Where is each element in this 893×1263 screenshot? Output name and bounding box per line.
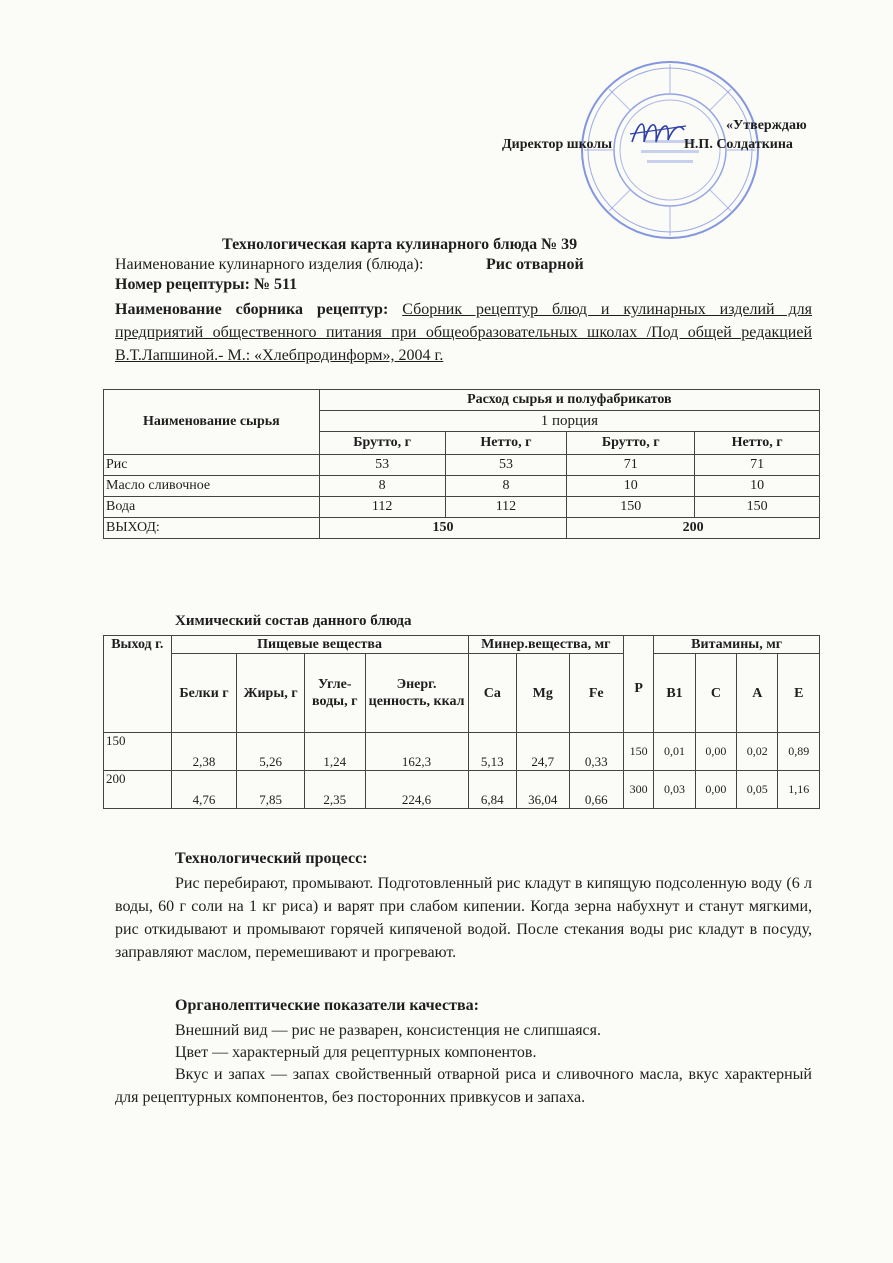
organoleptic-taste: Вкус и запах — запах свойственный отварной риса и сливочного масла, вкус характерный для рецептурных компонентов, без посторонних привкусов и запаха.	[115, 1066, 812, 1106]
table-row	[104, 476, 820, 497]
sub-ca: Ca	[468, 654, 516, 733]
recipe-number-label: Номер рецептуры:	[115, 276, 250, 293]
output-value: 150	[319, 518, 567, 539]
chem-value: 0,05	[737, 771, 778, 809]
sub-b1: B1	[654, 654, 695, 733]
table-row	[104, 733, 820, 771]
chem-value: 24,7	[517, 733, 570, 771]
sub-fat: Жиры, г	[237, 654, 305, 733]
sub-brutto-2: Брутто, г	[567, 432, 695, 455]
sub-carbs: Угле-воды, г	[304, 654, 365, 733]
col-portion: 1 порция	[319, 411, 819, 432]
chem-value: 1,24	[304, 733, 365, 771]
col-raw-name: Наименование сырья	[104, 390, 320, 455]
chem-value: 4,76	[171, 771, 237, 809]
raw-value: 8	[319, 476, 445, 497]
raw-value: 53	[319, 455, 445, 476]
organoleptic-color: Цвет — характерный для рецептурных компонентов.	[175, 1044, 537, 1061]
organoleptic-title: Органолептические показатели качества:	[175, 997, 479, 1014]
chem-value: 2,35	[304, 771, 365, 809]
chem-value: 7,85	[237, 771, 305, 809]
raw-value: 53	[445, 455, 567, 476]
raw-name: Вода	[104, 497, 320, 518]
sub-brutto-1: Брутто, г	[319, 432, 445, 455]
raw-value: 10	[695, 476, 820, 497]
director-line	[502, 137, 793, 153]
director-label: Директор школы	[502, 137, 613, 152]
col-output: Выход г.	[104, 636, 172, 733]
raw-value: 71	[695, 455, 820, 476]
chem-value: 0,03	[654, 771, 695, 809]
raw-value: 8	[445, 476, 567, 497]
chem-value: 5,13	[468, 733, 516, 771]
sub-e: E	[778, 654, 820, 733]
process-title: Технологический процесс:	[175, 850, 368, 867]
chem-title: Химический состав данного блюда	[175, 613, 412, 629]
chem-value: 0,02	[737, 733, 778, 771]
sub-netto-1: Нетто, г	[445, 432, 567, 455]
raw-value: 112	[319, 497, 445, 518]
raw-name: Масло сливочное	[104, 476, 320, 497]
raw-value: 71	[567, 455, 695, 476]
collection-line	[115, 298, 812, 367]
chem-value: 6,84	[468, 771, 516, 809]
recipe-number	[115, 276, 297, 294]
chem-value: 224,6	[365, 771, 468, 809]
sub-protein: Белки г	[171, 654, 237, 733]
chem-output: 150	[104, 733, 172, 771]
table-row	[104, 518, 820, 539]
process-text: Рис перебирают, промывают. Подготовленный рис кладут в кипящую подсоленную воду (6 л воды, 60 г соли на 1 кг риса) и варят при слабом кипении. Когда зерна набухнут и станут мягкими, рис откидывают и промывают горячей кипяченой водой. После стекания воды рис кладут в посуду, заправляют маслом, перемешивают и прогревают.	[115, 875, 812, 961]
chem-value: 0,33	[569, 733, 624, 771]
chem-value: 0,01	[654, 733, 695, 771]
sub-a: A	[737, 654, 778, 733]
chem-value: 300	[624, 771, 654, 809]
chem-value: 162,3	[365, 733, 468, 771]
chem-table	[103, 635, 820, 809]
recipe-number-value: № 511	[253, 276, 298, 293]
approve-label: «Утверждаю	[726, 118, 807, 133]
col-nutrients: Пищевые вещества	[171, 636, 468, 654]
collection-label: Наименование сборника рецептур:	[115, 301, 389, 318]
col-vitamins: Витамины, мг	[654, 636, 820, 654]
chem-value: 0,00	[695, 771, 736, 809]
table-row	[104, 455, 820, 476]
raw-value: 150	[567, 497, 695, 518]
dish-label: Наименование кулинарного изделия (блюда):	[115, 256, 424, 273]
table-row	[104, 497, 820, 518]
col-minerals: Минер.вещества, мг	[468, 636, 624, 654]
col-consumption: Расход сырья и полуфабрикатов	[319, 390, 819, 411]
chem-value: 0,66	[569, 771, 624, 809]
page-title: Технологическая карта кулинарного блюда № 39	[222, 236, 578, 253]
chem-value: 0,89	[778, 733, 820, 771]
chem-output: 200	[104, 771, 172, 809]
dish-value: Рис отварной	[486, 256, 584, 273]
sub-netto-2: Нетто, г	[695, 432, 820, 455]
organoleptic-appearance: Внешний вид — рис не разварен, консистенция не слипшаяся.	[175, 1022, 602, 1039]
chem-value: 1,16	[778, 771, 820, 809]
raw-materials-table	[103, 389, 820, 539]
col-p: P	[624, 636, 654, 733]
chem-value: 150	[624, 733, 654, 771]
raw-value: 150	[695, 497, 820, 518]
raw-value: 112	[445, 497, 567, 518]
chem-value: 36,04	[517, 771, 570, 809]
raw-name: Рис	[104, 455, 320, 476]
output-value: 200	[567, 518, 820, 539]
chem-value: 0,00	[695, 733, 736, 771]
chem-value: 2,38	[171, 733, 237, 771]
director-name: Н.П. Солдаткина	[684, 137, 793, 152]
sub-mg: Mg	[517, 654, 570, 733]
table-row	[104, 771, 820, 809]
chem-value: 5,26	[237, 733, 305, 771]
sub-fe: Fe	[569, 654, 624, 733]
raw-value: 10	[567, 476, 695, 497]
collection-value: Сборник рецептур блюд и кулинарных изделий для предприятий общественного питания при общеобразовательных школах /Под общей редакцией В.Т.Лапшиной.- М.: «Хлебпродинформ», 2004 г.	[115, 301, 813, 364]
sub-c: C	[695, 654, 736, 733]
sub-energy: Энерг. ценность, ккал	[365, 654, 468, 733]
output-label: ВЫХОД:	[104, 518, 320, 539]
